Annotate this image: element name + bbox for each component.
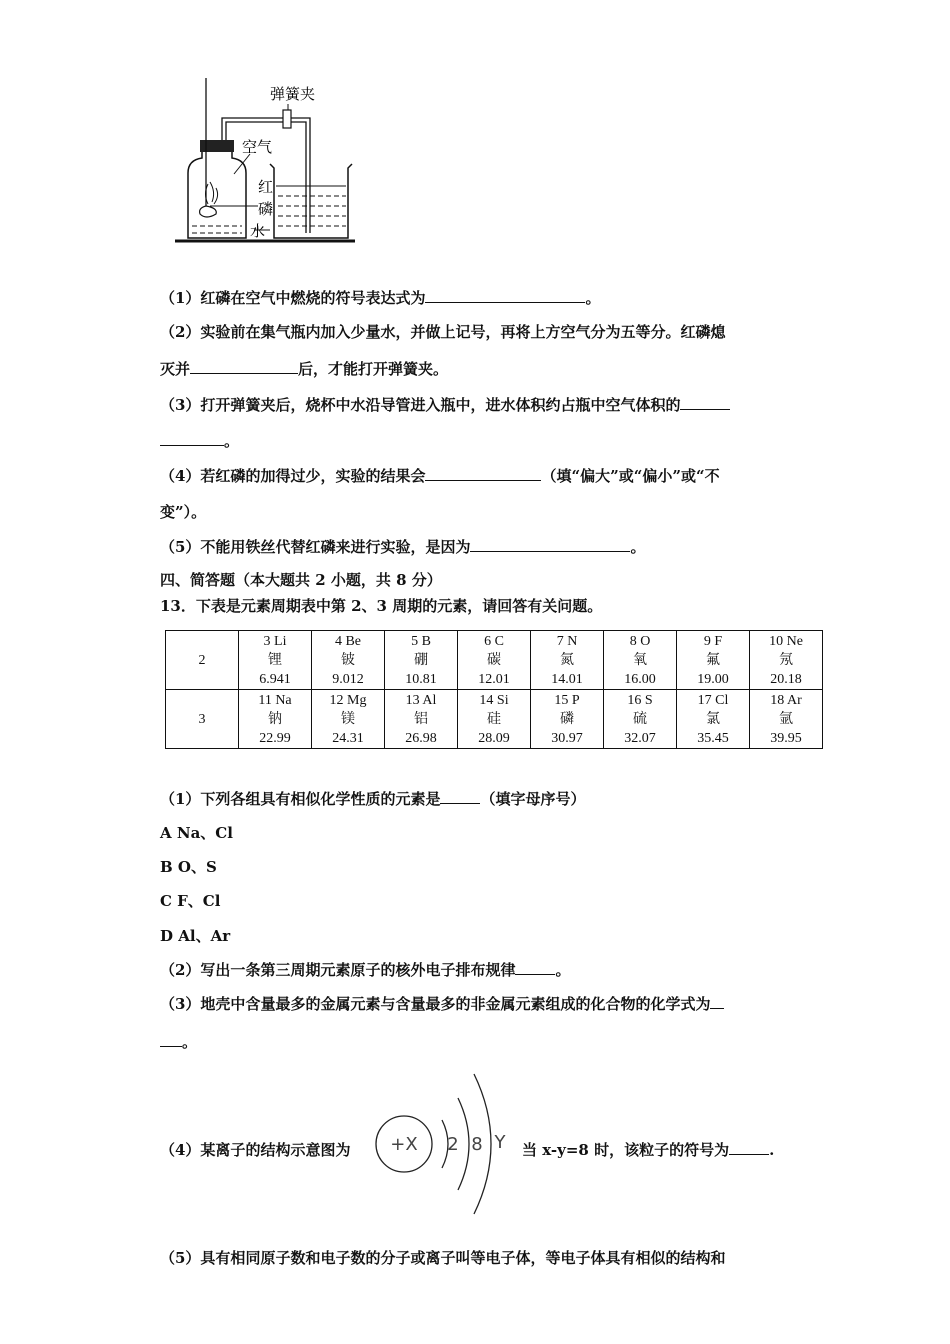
element-cell: 17 Cl 氯 35.45 [677, 690, 750, 749]
option-b: B O、S [160, 858, 217, 876]
q12-part4-line1: （4）若红磷的加得过少，实验的结果会 （填“偏大”或“偏小”或“不 [160, 467, 720, 485]
answer-blank[interactable] [160, 1032, 182, 1047]
q13-stem: 13．下表是元素周期表中第 2、3 周期的元素，请回答有关问题。 [160, 597, 603, 615]
q13-part5: （5）具有相同原子数和电子数的分子或离子叫等电子体，等电子体具有相似的结构和 [160, 1249, 726, 1267]
element-cell: 11 Na 钠 22.99 [239, 690, 312, 749]
option-a: A Na、Cl [160, 824, 233, 842]
phosphorus-label: 磷 [258, 200, 274, 218]
option-c: C F、Cl [160, 892, 221, 910]
period-cell: 3 [166, 690, 239, 749]
element-cell: 12 Mg 镁 24.31 [312, 690, 385, 749]
period-cell: 2 [166, 631, 239, 690]
q12-part1: （1）红磷在空气中燃烧的符号表达式为 。 [160, 289, 601, 307]
element-cell: 14 Si 硅 28.09 [458, 690, 531, 749]
answer-blank[interactable] [190, 359, 298, 374]
answer-blank[interactable] [425, 466, 541, 481]
section4-heading: 四、简答题（本大题共 2 小题，共 8 分） [160, 571, 442, 589]
answer-blank[interactable] [729, 1140, 769, 1155]
element-cell: 18 Ar 氩 39.95 [750, 690, 823, 749]
q12-part5: （5）不能用铁丝代替红磷来进行实验，是因为 。 [160, 538, 646, 556]
clamp-label: 弹簧夹 [270, 85, 316, 103]
answer-blank[interactable] [680, 395, 730, 410]
q12-part3-line2: 。 [160, 430, 239, 451]
q13-part4-prefix: （4）某离子的结构示意图为 [160, 1141, 351, 1159]
q13-part3-line1: （3）地壳中含量最多的金属元素与含量最多的非金属元素组成的化合物的化学式为 [160, 993, 724, 1014]
red-label: 红 [258, 178, 274, 196]
element-cell: 10 Ne 氖 20.18 [750, 631, 823, 690]
answer-blank[interactable] [470, 537, 630, 552]
element-cell: 5 B 硼 10.81 [385, 631, 458, 690]
shell1-count: 2 [447, 1134, 459, 1155]
table-row [166, 690, 823, 749]
answer-blank[interactable] [710, 994, 724, 1009]
q12-part2-line1: （2）实验前在集气瓶内加入少量水，并做上记号，再将上方空气分为五等分。红磷熄 [160, 323, 726, 341]
shell3-count: Y [494, 1132, 506, 1153]
water-label: 水 [250, 222, 266, 240]
answer-blank[interactable] [440, 789, 480, 804]
answer-blank[interactable] [160, 431, 224, 446]
answer-blank[interactable] [425, 288, 585, 303]
element-cell: 15 P 磷 30.97 [531, 690, 604, 749]
q13-part4-suffix: 当 x-y=8 时，该粒子的符号为 . [522, 1141, 775, 1159]
air-label: 空气 [242, 138, 273, 156]
element-cell: 16 S 硫 32.07 [604, 690, 677, 749]
q12-part3-line1: （3）打开弹簧夹后，烧杯中水沿导管进入瓶中，进水体积约占瓶中空气体积的 [160, 394, 730, 415]
q12-part4-line2: 变”）。 [160, 503, 207, 521]
q13-part2: （2）写出一条第三周期元素原子的核外电子排布规律 。 [160, 961, 571, 979]
element-cell: 8 O 氧 16.00 [604, 631, 677, 690]
q12-part2-line2: 灭并 后，才能打开弹簧夹。 [160, 360, 449, 378]
periodic-table [165, 630, 823, 749]
element-cell: 7 N 氮 14.01 [531, 631, 604, 690]
element-cell: 13 Al 铝 26.98 [385, 690, 458, 749]
table-row [166, 631, 823, 690]
ion-structure-diagram [372, 1066, 514, 1222]
apparatus-diagram [170, 78, 360, 248]
shell2-count: 8 [471, 1134, 483, 1155]
nucleus-label: +X [390, 1134, 418, 1155]
q13-part3-line2: 。 [160, 1031, 197, 1052]
element-cell: 3 Li 锂 6.941 [239, 631, 312, 690]
element-cell: 9 F 氟 19.00 [677, 631, 750, 690]
q13-part1: （1）下列各组具有相似化学性质的元素是 （填字母序号） [160, 790, 586, 808]
answer-blank[interactable] [515, 960, 555, 975]
element-cell: 6 C 碳 12.01 [458, 631, 531, 690]
element-cell: 4 Be 铍 9.012 [312, 631, 385, 690]
option-d: D Al、Ar [160, 927, 231, 945]
